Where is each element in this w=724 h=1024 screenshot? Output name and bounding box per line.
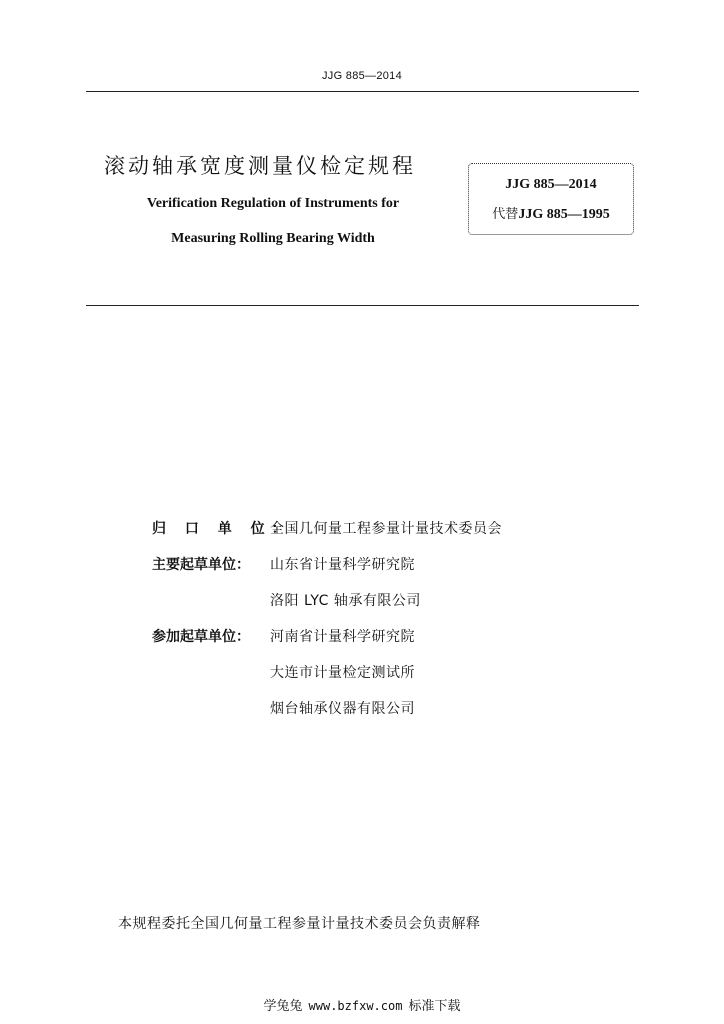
drafting-units bbox=[152, 518, 502, 734]
participating-drafter-row bbox=[152, 626, 502, 662]
title-english-line-1: Verification Regulation of Instruments for bbox=[146, 196, 400, 211]
responsible-unit-value: 全国几何量工程参量计量技术委员会 bbox=[270, 521, 502, 537]
interpretation-note: 本规程委托全国几何量工程参量计量技术委员会负责解释 bbox=[118, 916, 481, 932]
middle-rule bbox=[86, 305, 639, 306]
participating-drafter-label: 参加起草单位： bbox=[152, 629, 250, 645]
participating-drafter-row bbox=[152, 698, 502, 734]
main-drafter-row bbox=[152, 554, 502, 590]
replaces-prefix: 代替 bbox=[492, 207, 519, 222]
participating-drafter-row bbox=[152, 662, 502, 698]
main-drafter-value: 山东省计量科学研究院 bbox=[270, 557, 415, 573]
header-standard-code: JJG 885—2014 bbox=[321, 70, 403, 82]
site-watermark bbox=[0, 995, 724, 1014]
participating-drafter-value: 大连市计量检定测试所 bbox=[270, 665, 415, 681]
participating-drafter-value: 河南省计量科学研究院 bbox=[270, 629, 415, 645]
watermark-suffix: 标准下载 bbox=[408, 999, 461, 1014]
replaces-line bbox=[469, 203, 633, 223]
standard-code-box bbox=[468, 163, 634, 235]
main-drafter-label: 主要起草单位： bbox=[152, 557, 250, 573]
watermark-prefix: 学兔兔 bbox=[263, 999, 303, 1014]
title-english-line-2: Measuring Rolling Bearing Width bbox=[171, 231, 375, 246]
participating-drafter-value: 烟台轴承仪器有限公司 bbox=[270, 701, 415, 717]
standard-code: JJG 885—2014 bbox=[505, 177, 597, 192]
responsible-unit-row bbox=[152, 518, 502, 554]
replaced-code: JJG 885—1995 bbox=[518, 207, 610, 222]
main-drafter-value: 洛阳 LYC 轴承有限公司 bbox=[270, 593, 421, 609]
watermark-site: www.bzfxw.com bbox=[308, 999, 403, 1013]
top-rule bbox=[86, 91, 639, 92]
main-drafter-row bbox=[152, 590, 502, 626]
title-chinese: 滚动轴承宽度测量仪检定规程 bbox=[104, 154, 416, 178]
responsible-unit-label: 归 口 单 位： bbox=[152, 521, 293, 537]
